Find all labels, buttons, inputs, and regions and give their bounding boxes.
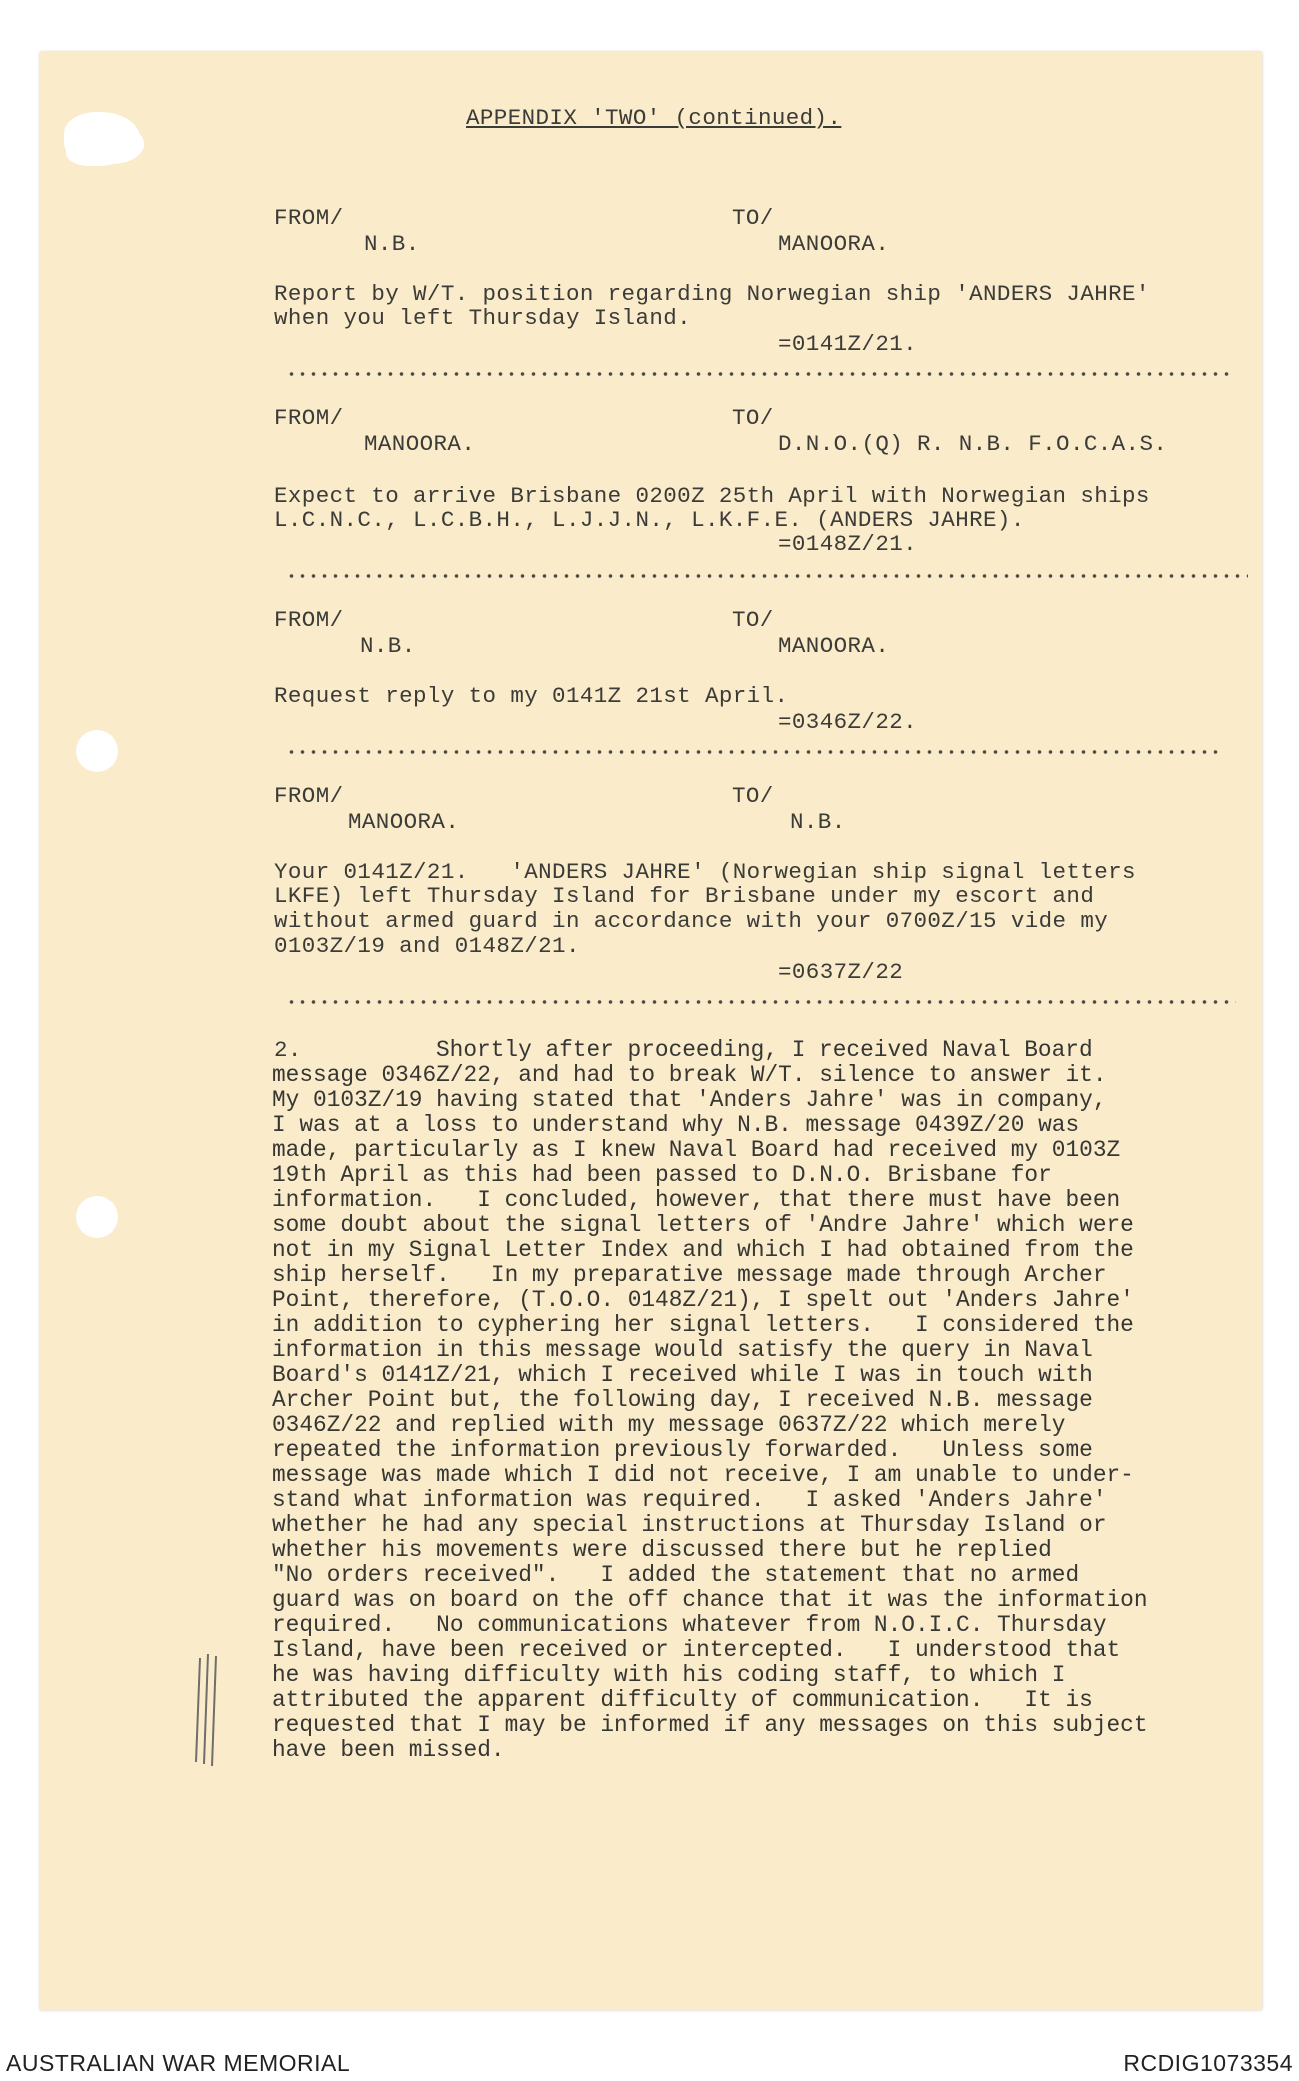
message-4-to: N.B.: [790, 809, 846, 835]
paragraph-line: whether he had any special instructions at Thursday Island or: [272, 1512, 1107, 1538]
paragraph-line: attributed the apparent difficulty of communication. It is: [272, 1687, 1093, 1713]
paragraph-line: Shortly after proceeding, I received Naval Board: [436, 1037, 1093, 1063]
paragraph-line: ship herself. In my preparative message made through Archer: [272, 1262, 1107, 1288]
message-2-body-line: Expect to arrive Brisbane 0200Z 25th April with Norwegian ships: [274, 483, 1150, 509]
message-1-ref: =0141Z/21.: [778, 331, 918, 357]
message-4-body-line: 0103Z/19 and 0148Z/21.: [274, 933, 580, 959]
paragraph-line: repeated the information previously forwarded. Unless some: [272, 1437, 1093, 1463]
message-2-ref: =0148Z/21.: [778, 531, 918, 557]
paragraph-body: [272, 1038, 1222, 1763]
message-3-ref: =0346Z/22.: [778, 709, 918, 735]
paragraph-line: requested that I may be informed if any messages on this subject: [272, 1712, 1148, 1738]
message-4-body-line: LKFE) left Thursday Island for Brisbane under my escort and: [274, 883, 1095, 909]
message-4-to-label: TO/: [732, 783, 774, 809]
paragraph-line: "No orders received". I added the statement that no armed: [272, 1562, 1080, 1588]
paragraph-line: in addition to cyphering her signal letters. I considered the: [272, 1312, 1134, 1338]
message-1-from-label: FROM/: [274, 205, 344, 231]
paragraph-line: message 0346Z/22, and had to break W/T. silence to answer it.: [272, 1062, 1107, 1088]
paragraph-line: some doubt about the signal letters of 'Andre Jahre' which were: [272, 1212, 1134, 1238]
page-heading: APPENDIX 'TWO' (continued).: [466, 105, 842, 131]
message-2-to-label: TO/: [732, 405, 774, 431]
paragraph-line: stand what information was required. I asked 'Anders Jahre': [272, 1487, 1107, 1513]
paragraph-line: message was made which I did not receive, I am unable to under-: [272, 1462, 1134, 1488]
message-2-body-line: L.C.N.C., L.C.B.H., L.J.J.N., L.K.F.E. (ANDERS JAHRE).: [274, 507, 1025, 533]
separator-dots: [286, 750, 1222, 754]
message-4-from-label: FROM/: [274, 783, 344, 809]
separator-dots: [286, 1000, 1236, 1004]
paragraph-line: guard was on board on the off chance that it was the information: [272, 1587, 1148, 1613]
paragraph-line: Island, have been received or intercepted. I understood that: [272, 1637, 1121, 1663]
paragraph-line: he was having difficulty with his coding staff, to which I: [272, 1662, 1066, 1688]
paragraph-line: whether his movements were discussed there but he replied: [272, 1537, 1052, 1563]
message-3-to-label: TO/: [732, 607, 774, 633]
message-3-from: N.B.: [360, 633, 416, 659]
punch-hole-bottom: [76, 1196, 118, 1238]
punch-hole-top: [76, 730, 118, 772]
message-4-body-line: without armed guard in accordance with your 0700Z/15 vide my: [274, 908, 1109, 934]
message-3-to: MANOORA.: [778, 633, 890, 659]
paragraph-line: have been missed.: [272, 1737, 505, 1763]
paragraph-line: information. I concluded, however, that there must have been: [272, 1187, 1121, 1213]
paragraph-line: 0346Z/22 and replied with my message 0637Z/22 which merely: [272, 1412, 1066, 1438]
message-3-body-line: Request reply to my 0141Z 21st April.: [274, 683, 789, 709]
message-1-to: MANOORA.: [778, 231, 890, 257]
message-2-from-label: FROM/: [274, 405, 344, 431]
message-2-from: MANOORA.: [364, 431, 476, 457]
pencil-mark: [190, 1650, 230, 1770]
paper-blemish: [64, 112, 140, 162]
paragraph-line: Board's 0141Z/21, which I received while I was in touch with: [272, 1362, 1093, 1388]
paragraph-line: required. No communications whatever from N.O.I.C. Thursday: [272, 1612, 1107, 1638]
message-1-from: N.B.: [364, 231, 420, 257]
paragraph-line: Archer Point but, the following day, I received N.B. message: [272, 1387, 1093, 1413]
message-1-to-label: TO/: [732, 205, 774, 231]
paragraph-line: I was at a loss to understand why N.B. message 0439Z/20 was: [272, 1112, 1080, 1138]
paragraph-line: 19th April as this had been passed to D.N.O. Brisbane for: [272, 1162, 1052, 1188]
paragraph-line: made, particularly as I knew Naval Board had received my 0103Z: [272, 1137, 1121, 1163]
message-4-from: MANOORA.: [348, 809, 460, 835]
separator-dots: [286, 574, 1248, 578]
message-4-body-line: Your 0141Z/21. 'ANDERS JAHRE' (Norwegian ship signal letters: [274, 859, 1136, 885]
separator-dots: [286, 372, 1232, 376]
paragraph-line: My 0103Z/19 having stated that 'Anders Jahre' was in company,: [272, 1087, 1107, 1113]
paragraph-line: Point, therefore, (T.O.O. 0148Z/21), I spelt out 'Anders Jahre': [272, 1287, 1134, 1313]
message-3-from-label: FROM/: [274, 607, 344, 633]
message-1-body-line: when you left Thursday Island.: [274, 305, 692, 331]
paragraph-number: 2.: [274, 1037, 302, 1063]
footer-institution: AUSTRALIAN WAR MEMORIAL: [6, 2050, 351, 2076]
message-4-ref: =0637Z/22: [778, 959, 904, 985]
paragraph-line: not in my Signal Letter Index and which I had obtained from the: [272, 1237, 1134, 1263]
message-2-to: D.N.O.(Q) R. N.B. F.O.C.A.S.: [778, 431, 1168, 457]
paragraph-line: information in this message would satisfy the query in Naval: [272, 1337, 1093, 1363]
footer-catalogue-id: RCDIG1073354: [1123, 2050, 1293, 2076]
message-1-body-line: Report by W/T. position regarding Norwegian ship 'ANDERS JAHRE': [274, 281, 1150, 307]
